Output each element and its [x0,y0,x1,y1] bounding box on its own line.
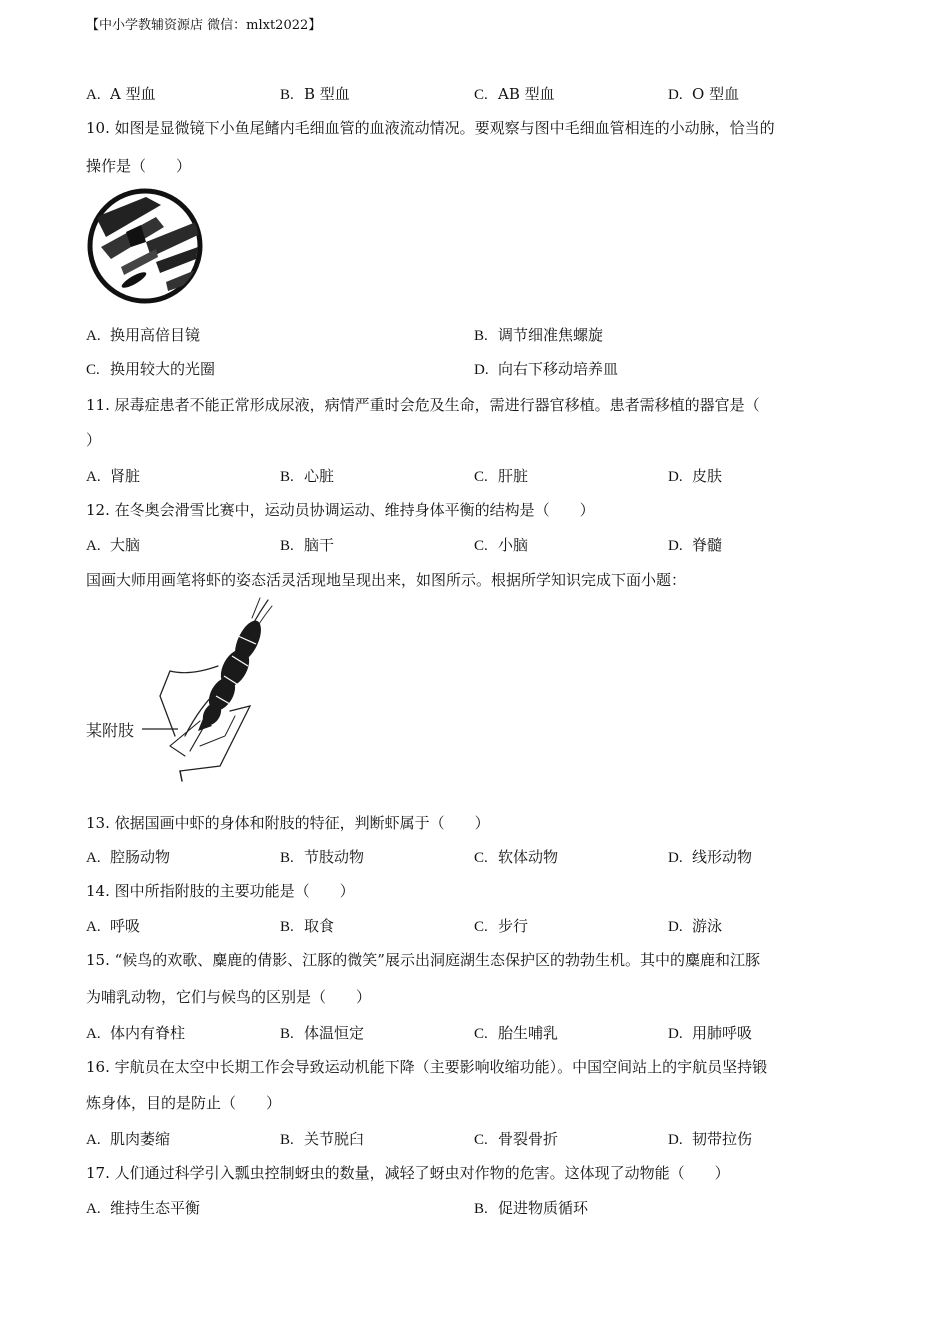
q14-option-c[interactable]: C. 步行 [474,917,529,935]
q11-stem-line2: ） [86,431,102,449]
q12-stem: 12. 在冬奥会滑雪比赛中，运动员协调运动、维持身体平衡的结构是（ ） [86,501,595,519]
q15-option-a[interactable]: A. 体内有脊柱 [86,1024,186,1042]
q14-option-a[interactable]: A. 呼吸 [86,917,141,935]
q10-option-b[interactable]: B. 调节细准焦螺旋 [474,326,604,344]
q16-option-d[interactable]: D. 韧带拉伤 [668,1130,753,1148]
q14-stem: 14. 图中所指附肢的主要功能是（ ） [86,882,355,900]
q9-option-b[interactable]: B. B 型血 [280,85,350,103]
microscope-view-figure [86,187,204,305]
q10-option-a[interactable]: A. 换用高倍目镜 [86,326,201,344]
q12-option-d[interactable]: D. 脊髓 [668,536,723,554]
q11-option-b[interactable]: B. 心脏 [280,467,335,485]
q17-stem: 17. 人们通过科学引入瓢虫控制蚜虫的数量，减轻了蚜虫对作物的危害。这体现了动物能（ ） [86,1164,730,1182]
q15-option-c[interactable]: C. 胎生哺乳 [474,1024,559,1042]
q13-option-c[interactable]: C. 软体动物 [474,848,559,866]
q11-stem-line1: 11. 尿毒症患者不能正常形成尿液，病情严重时会危及生命，需进行器官移植。患者需移植的器官是（ [86,396,760,414]
q13-option-a[interactable]: A. 腔肠动物 [86,848,171,866]
q16-stem-line1: 16. 宇航员在太空中长期工作会导致运动机能下降（主要影响收缩功能）。中国空间站上的宇航员坚持锻 [86,1058,768,1076]
q11-option-c[interactable]: C. 肝脏 [474,467,529,485]
q17-option-b[interactable]: B. 促进物质循环 [474,1199,589,1217]
q12-option-b[interactable]: B. 脑干 [280,536,335,554]
q10-stem-line1: 10. 如图是显微镜下小鱼尾鳍内毛细血管的血液流动情况。要观察与图中毛细血管相连的小动脉，恰当的 [86,119,775,137]
q16-option-b[interactable]: B. 关节脱臼 [280,1130,365,1148]
q10-option-c[interactable]: C. 换用较大的光圈 [86,360,216,378]
q10-option-d[interactable]: D. 向右下移动培养皿 [474,360,619,378]
appendage-label: 某附肢 [86,721,135,740]
q15-option-d[interactable]: D. 用肺呼吸 [668,1024,753,1042]
q12-option-c[interactable]: C. 小脑 [474,536,529,554]
q16-option-c[interactable]: C. 骨裂骨折 [474,1130,559,1148]
q13-stem: 13. 依据国画中虾的身体和附肢的特征，判断虾属于（ ） [86,814,490,832]
q15-stem-line1: 15. “候鸟的欢歌、麋鹿的倩影、江豚的微笑”展示出洞庭湖生态保护区的勃勃生机。其中的麋鹿和江豚 [86,951,760,969]
q13-option-b[interactable]: B. 节肢动物 [280,848,365,866]
shrimp-painting-figure [140,596,290,786]
q10-stem-line2: 操作是（ ） [86,157,192,175]
q15-stem-line2: 为哺乳动物，它们与候鸟的区别是（ ） [86,988,372,1006]
q9-option-c[interactable]: C. AB 型血 [474,85,555,103]
appendage-pointer-line [140,720,180,740]
q17-option-a[interactable]: A. 维持生态平衡 [86,1199,201,1217]
q12-option-a[interactable]: A. 大脑 [86,536,141,554]
q14-option-b[interactable]: B. 取食 [280,917,335,935]
page-header: 【中小学教辅资源店 微信：mlxt2022】 [86,18,322,33]
q9-option-d[interactable]: D. O 型血 [668,85,740,103]
shrimp-intro: 国画大师用画笔将虾的姿态活灵活现地呈现出来，如图所示。根据所学知识完成下面小题： [86,571,687,589]
q16-stem-line2: 炼身体，目的是防止（ ） [86,1094,282,1112]
q15-option-b[interactable]: B. 体温恒定 [280,1024,365,1042]
q9-option-a[interactable]: A. A 型血 [86,85,156,103]
q14-option-d[interactable]: D. 游泳 [668,917,723,935]
q11-option-a[interactable]: A. 肾脏 [86,467,141,485]
q16-option-a[interactable]: A. 肌肉萎缩 [86,1130,171,1148]
q13-option-d[interactable]: D. 线形动物 [668,848,753,866]
q11-option-d[interactable]: D. 皮肤 [668,467,723,485]
